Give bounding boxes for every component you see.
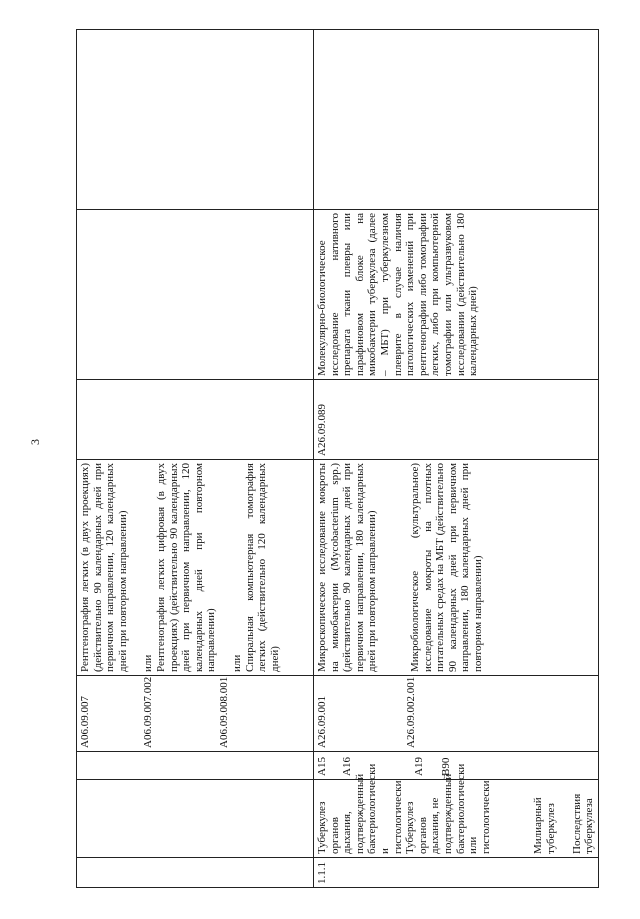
diagnosis-name: Туберкулез органов дыхания, не подтвержденный бактериологически или гистологически (404, 763, 492, 854)
method-code-cell (314, 676, 599, 752)
extra-text-cell: Молекулярно-биологическое исследование нативного препарата ткани плевры или парафиновом блоке на микобактерии туберкулеза (далее – МБТ) при туберкулезном плеврите в случае наличия патологических изменений при рентгенографии либо томографии легких, либо при компьютерной томографии или ультразвуковом исследовании (действительно 180 календарных дней) (314, 210, 599, 380)
method-text: Микроскопическое исследование мокроты на микобактерии (Mycobacterium spp.) (действительно 90 календарных дней при первичном направлении, 180 календарных дней при повторном направлении) (316, 463, 379, 672)
empty-cell (77, 30, 314, 210)
method-code-cell (77, 676, 314, 752)
method-code: A06.09.007 (79, 696, 91, 748)
number-cell (77, 858, 314, 888)
method-code: A26.09.001 (316, 696, 328, 748)
or-label: или (142, 654, 155, 672)
or-label: или (230, 654, 243, 672)
method-code: A06.09.008.001 (218, 676, 231, 748)
icd-code-cell (77, 752, 314, 780)
table-row (77, 30, 314, 888)
rotated-table-container (76, 30, 596, 888)
method-text: Микробиологическое (культуральное) исследование мокроты на плотных питательных средах на МБТ (действительно 90 календарных дней при первичном направлении, 180 календарных дней при повторном направлении) (408, 463, 484, 672)
icd-code: A15 (316, 757, 328, 776)
examination-table (76, 29, 599, 888)
diagnosis-cell (77, 780, 314, 858)
method-text: Спиральная компьютерная томография легких (действительно 120 календарных дней) (243, 463, 281, 672)
method-code: A26.09.002.001 (404, 676, 417, 748)
extra-code-cell (77, 380, 314, 460)
table-row (314, 30, 599, 888)
method-code: A06.09.007.002 (141, 676, 154, 748)
empty-cell (314, 30, 599, 210)
method-text-cell (314, 460, 599, 676)
number-cell: 1.1.1 (314, 858, 599, 888)
icd-code: A16 (340, 757, 353, 776)
page-number: 3 (28, 439, 42, 445)
method-text: Рентгенография легких цифровая (в двух проекциях) (действительно 90 календарных дней при первичном направлении, 120 календарных дней при повторном направлении) (154, 463, 218, 672)
diagnosis-name: Милиарный туберкулез (532, 797, 557, 854)
method-text: Рентгенография легких (в двух проекциях) (действительно 90 календарных дней при первичном направлении, 120 календарных дней при повторном направлении) (79, 463, 129, 672)
icd-code: B90 (439, 757, 452, 776)
diagnosis-name: Последствия туберкулеза (570, 793, 596, 854)
extra-code-cell: A26.09.089 (314, 380, 599, 460)
method-text-cell (77, 460, 314, 676)
extra-text-cell (77, 210, 314, 380)
diagnosis-name: Туберкулез органов дыхания, подтвержденный бактериологически и гистологически (316, 763, 404, 854)
icd-code: A19 (413, 757, 426, 776)
